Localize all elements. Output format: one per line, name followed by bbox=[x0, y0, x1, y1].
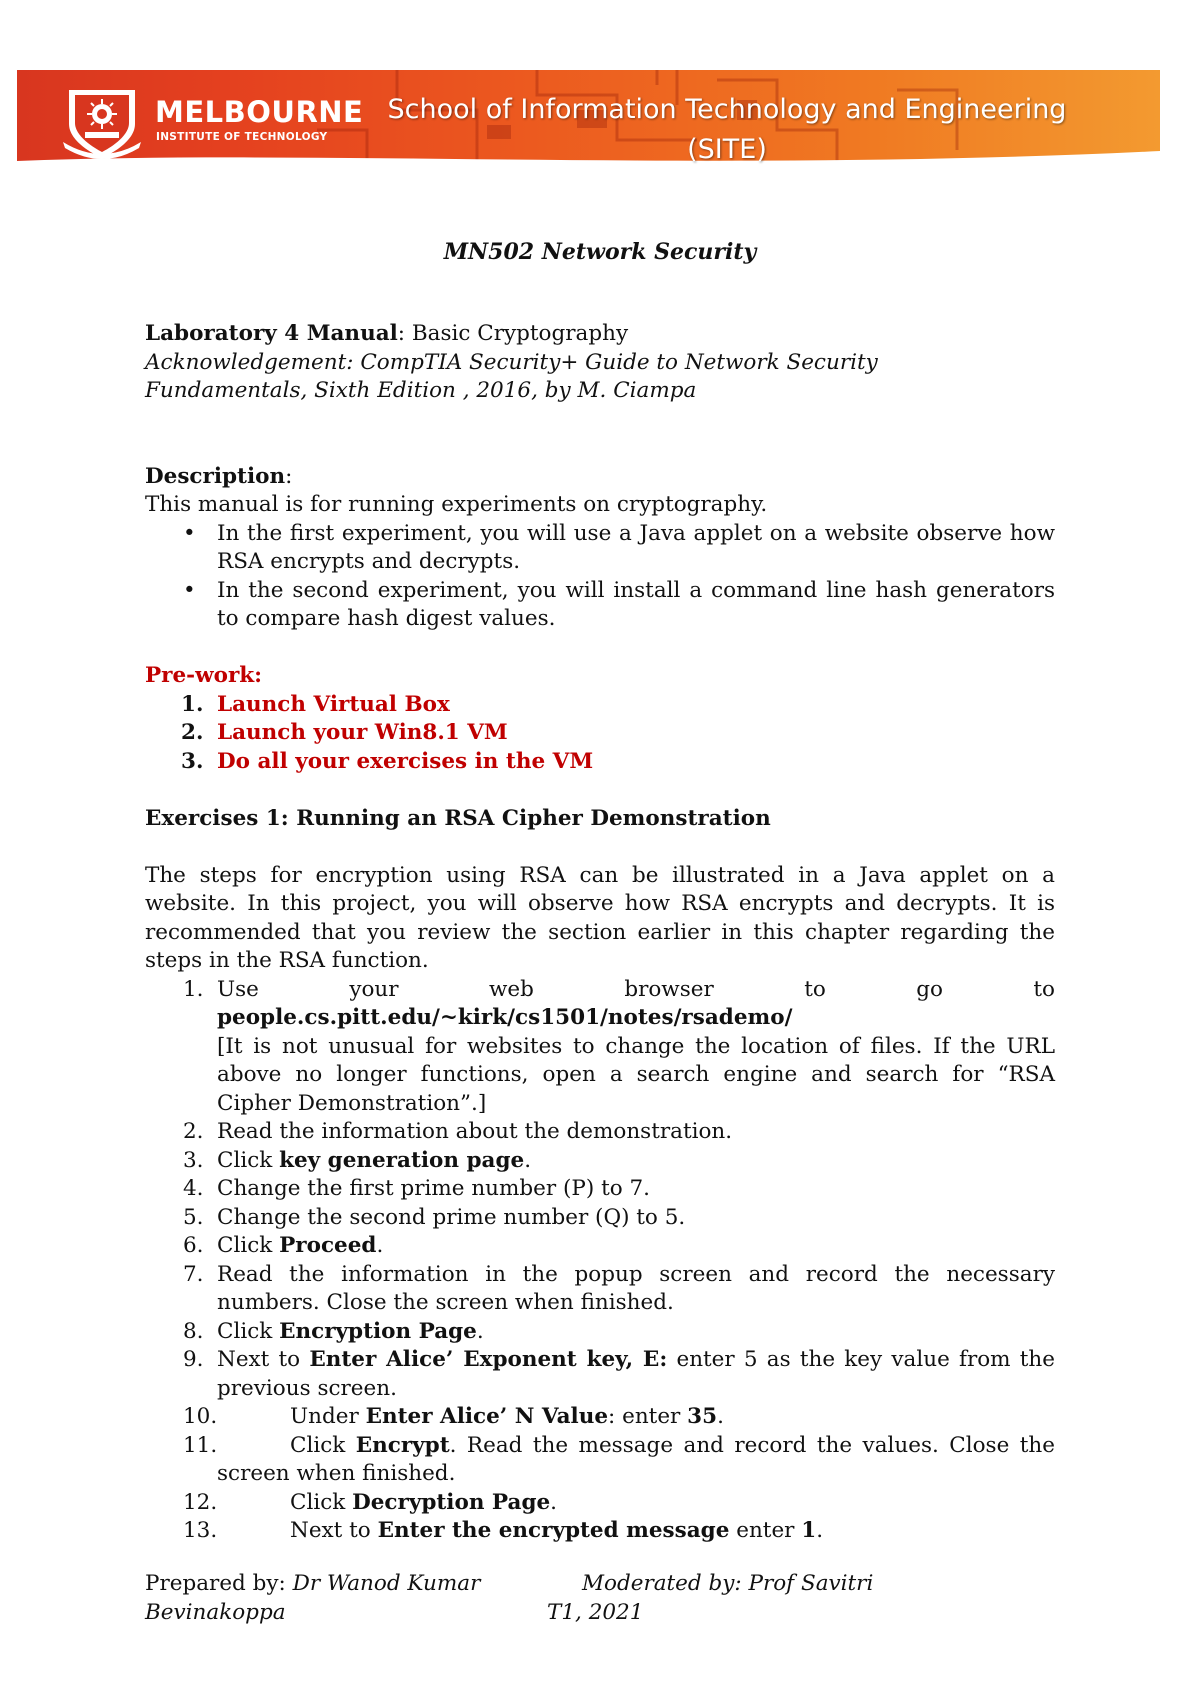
acknowledgement-line-1 bbox=[145, 349, 1055, 378]
list-item bbox=[145, 719, 1055, 748]
exercise-intro: The steps for encryption using RSA can be illustrated in a Java applet on a website. In this project, you will observe how RSA encrypts and decrypts. It is recommended that you review the section earlier in this chapter regarding the steps in the RSA function. bbox=[145, 862, 1055, 973]
description-intro: This manual is for running experiments on cryptography. bbox=[145, 492, 768, 517]
url-text: people.cs.pitt.edu/~kirk/cs1501/notes/rsademo/ bbox=[217, 1005, 793, 1030]
step-text: Read the information in the popup screen and record the necessary numbers. Close the screen when finished. bbox=[217, 1261, 1055, 1315]
acknowledgement-text-1: Acknowledgement: CompTIA Security+ Guide to Network Security bbox=[145, 349, 878, 375]
institute-name: MELBOURNE bbox=[155, 95, 364, 129]
list-number: 7. bbox=[183, 1261, 204, 1287]
acknowledgement-text-2: Fundamentals, Sixth Edition , 2016, by M. Ciampa bbox=[145, 378, 697, 403]
list-number: 12. bbox=[183, 1489, 218, 1515]
list-number: 2. bbox=[181, 720, 204, 745]
step-1-words bbox=[217, 976, 1055, 1005]
list-item: • In the second experiment, you will install a command line hash generators to compare hash digest values. bbox=[145, 577, 1055, 634]
step-word: your bbox=[349, 976, 399, 1002]
list-item bbox=[145, 1432, 1055, 1489]
description-heading bbox=[145, 463, 1055, 492]
list-item bbox=[145, 1204, 1055, 1233]
list-number: 5. bbox=[183, 1204, 204, 1230]
step-text: . bbox=[717, 1404, 724, 1429]
list-item bbox=[145, 1147, 1055, 1176]
moderated-by: Moderated by: Prof Savitri bbox=[582, 1571, 874, 1596]
step-text: . bbox=[816, 1518, 824, 1543]
list-number: 1. bbox=[183, 976, 204, 1002]
list-number: 6. bbox=[183, 1233, 204, 1258]
url-note: [It is not unusual for websites to change the location of files. If the URL above no longer functions, open a search engine and search for “RSA Cipher Demonstration”.] bbox=[217, 1033, 1055, 1116]
list-item bbox=[145, 1261, 1055, 1318]
lab-label: Laboratory 4 Manual bbox=[145, 321, 398, 346]
step-word: Use bbox=[217, 976, 259, 1002]
step-text: enter bbox=[729, 1518, 802, 1543]
step-text: . bbox=[376, 1233, 384, 1258]
step-text: . bbox=[524, 1147, 532, 1173]
step-keyword: Enter the encrypted message bbox=[377, 1518, 730, 1543]
list-item bbox=[145, 976, 1055, 1119]
step-keyword: key generation page bbox=[279, 1147, 525, 1173]
institute-subtitle: INSTITUTE OF TECHNOLOGY bbox=[156, 131, 328, 143]
list-item bbox=[145, 1517, 1055, 1546]
step-lead bbox=[217, 1518, 823, 1543]
school-name bbox=[377, 90, 1077, 170]
step-text: . Read the message and record the values. Close the screen when finished. bbox=[217, 1432, 1055, 1486]
page-footer bbox=[145, 1570, 1055, 1627]
school-line-1: School of Information Technology and Engineering bbox=[387, 94, 1067, 125]
list-item bbox=[145, 1118, 1055, 1147]
list-item bbox=[145, 1403, 1055, 1432]
step-text: Next to bbox=[217, 1347, 310, 1372]
crest-icon bbox=[59, 82, 145, 162]
step-lead bbox=[217, 1404, 724, 1429]
list-item bbox=[145, 691, 1055, 720]
step-text: Click bbox=[217, 1233, 280, 1258]
footer-row-2 bbox=[145, 1599, 1055, 1628]
prework-list bbox=[145, 691, 1055, 777]
step-keyword: Encryption Page bbox=[279, 1318, 477, 1344]
description-label: Description bbox=[145, 463, 286, 489]
step-text: Next to bbox=[290, 1518, 378, 1543]
step-word: browser bbox=[624, 976, 714, 1002]
footer-row-1 bbox=[145, 1570, 1055, 1599]
step-text: enter 5 as the key value from the previous screen. bbox=[217, 1347, 1055, 1401]
step-text: Change the second prime number (Q) to 5. bbox=[217, 1204, 686, 1230]
step-text: Click bbox=[290, 1489, 353, 1515]
list-number: 1. bbox=[181, 691, 204, 717]
list-number: 3. bbox=[183, 1147, 204, 1173]
step-text: Click bbox=[217, 1318, 280, 1344]
description-bullets bbox=[145, 520, 1055, 634]
step-text: . bbox=[550, 1489, 558, 1515]
rsa-demo-url[interactable] bbox=[217, 1004, 1055, 1033]
prework-label: Pre-work: bbox=[145, 663, 263, 688]
step-text: Click bbox=[217, 1147, 280, 1173]
step-keyword: Enter Alice’ Exponent key, E: bbox=[309, 1347, 668, 1372]
step-word: to bbox=[804, 976, 826, 1002]
step-lead bbox=[217, 1433, 1055, 1487]
step-text: Under bbox=[290, 1404, 366, 1429]
step-lead bbox=[217, 1490, 557, 1515]
list-item: • In the first experiment, you will use a Java applet on a website observe how RSA encrypts and decrypts. bbox=[145, 520, 1055, 577]
prepared-name-continued: Bevinakoppa bbox=[145, 1599, 286, 1625]
step-text: . bbox=[476, 1318, 484, 1344]
list-number: 9. bbox=[183, 1347, 204, 1372]
step-text: : enter bbox=[608, 1404, 688, 1429]
step-keyword: Enter Alice’ N Value bbox=[365, 1404, 609, 1429]
prework-item-text: Launch your Win8.1 VM bbox=[217, 720, 508, 745]
prework-item-text: Launch Virtual Box bbox=[217, 691, 450, 717]
list-item bbox=[145, 748, 1055, 777]
list-item bbox=[145, 1346, 1055, 1403]
exercise-steps bbox=[145, 976, 1055, 1546]
list-number: 13. bbox=[183, 1518, 218, 1543]
step-keyword: Proceed bbox=[279, 1233, 377, 1258]
exercise-heading-text: Exercises 1: Running an RSA Cipher Demonstration bbox=[145, 805, 771, 831]
header-banner bbox=[17, 70, 1160, 173]
list-item bbox=[145, 1175, 1055, 1204]
list-number: 2. bbox=[183, 1119, 204, 1144]
school-line-2: (SITE) bbox=[687, 134, 767, 165]
prepared-label: Prepared by: bbox=[145, 1571, 293, 1596]
acknowledgement-line-2 bbox=[145, 377, 1055, 406]
prework-heading bbox=[145, 662, 1055, 691]
lab-topic: : Basic Cryptography bbox=[397, 321, 629, 346]
term: T1, 2021 bbox=[547, 1599, 644, 1625]
document-body bbox=[145, 320, 1055, 1546]
step-word: go bbox=[916, 976, 943, 1002]
lab-title bbox=[145, 320, 1055, 349]
step-keyword: 1 bbox=[801, 1518, 817, 1543]
course-title: MN502 Network Security bbox=[443, 239, 757, 265]
step-text: Click bbox=[290, 1432, 356, 1458]
step-keyword: Decryption Page bbox=[352, 1489, 551, 1515]
prework-item-text: Do all your exercises in the VM bbox=[217, 748, 594, 774]
list-number: 8. bbox=[183, 1318, 204, 1344]
step-word: web bbox=[488, 976, 534, 1002]
prepared-name: Dr Wanod Kumar bbox=[292, 1571, 481, 1596]
description-colon: : bbox=[285, 463, 293, 489]
step-text: Read the information about the demonstration. bbox=[217, 1119, 733, 1144]
list-number: 10. bbox=[183, 1404, 218, 1429]
step-keyword: Encrypt bbox=[355, 1432, 450, 1458]
step-text: Change the first prime number (P) to 7. bbox=[217, 1176, 651, 1201]
prepared-by bbox=[145, 1570, 480, 1599]
step-keyword: 35 bbox=[687, 1404, 718, 1429]
list-item bbox=[145, 1318, 1055, 1347]
step-word: to bbox=[1033, 976, 1055, 1002]
list-number: 11. bbox=[183, 1432, 218, 1458]
list-item bbox=[145, 1489, 1055, 1518]
list-item bbox=[145, 1232, 1055, 1261]
exercise-heading bbox=[145, 805, 1055, 834]
list-number: 4. bbox=[183, 1176, 204, 1201]
list-number: 3. bbox=[181, 748, 204, 774]
